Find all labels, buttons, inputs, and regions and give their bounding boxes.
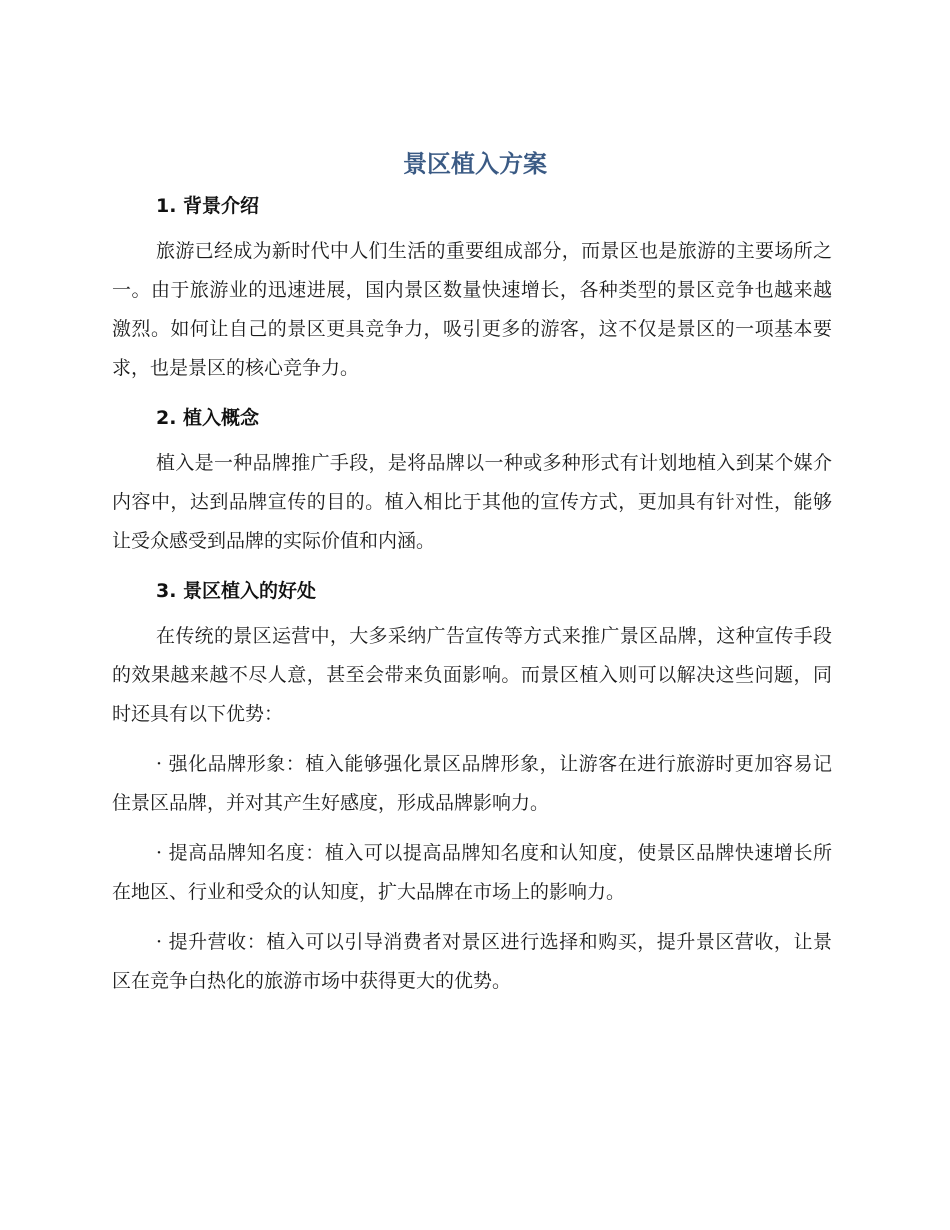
bullet-paragraph: · 强化品牌形象：植入能够强化景区品牌形象，让游客在进行旅游时更加容易记住景区品牌，并对其产生好感度，形成品牌影响力。 (112, 753, 832, 814)
section-heading: 2. 植入概念 (156, 407, 260, 429)
bullet-paragraph: · 提升营收：植入可以引导消费者对景区进行选择和购买，提升景区营收，让景区在竞争白热化的旅游市场中获得更大的优势。 (112, 931, 832, 992)
section-heading: 3. 景区植入的好处 (156, 580, 317, 602)
document-title: 景区植入方案 (403, 150, 547, 178)
paragraph: 在传统的景区运营中，大多采纳广告宣传等方式来推广景区品牌，这种宣传手段的效果越来越不尽人意，甚至会带来负面影响。而景区植入则可以解决这些问题，同时还具有以下优势： (112, 625, 832, 725)
section-concept (112, 400, 832, 561)
paragraph: 旅游已经成为新时代中人们生活的重要组成部分，而景区也是旅游的主要场所之一。由于旅游业的迅速进展，国内景区数量快速增长，各种类型的景区竞争也越来越激烈。如何让自己的景区更具竞争力，吸引更多的游客，这不仅是景区的一项基本要求，也是景区的核心竞争力。 (112, 240, 832, 379)
bullet-paragraph: · 提高品牌知名度：植入可以提高品牌知名度和认知度，使景区品牌快速增长所在地区、行业和受众的认知度，扩大品牌在市场上的影响力。 (112, 842, 832, 903)
section-heading: 1. 背景介绍 (156, 195, 260, 217)
paragraph: 植入是一种品牌推广手段，是将品牌以一种或多种形式有计划地植入到某个媒介内容中，达到品牌宣传的目的。植入相比于其他的宣传方式，更加具有针对性，能够让受众感受到品牌的实际价值和内涵。 (112, 452, 832, 552)
section-benefits (112, 573, 832, 1001)
section-background (112, 188, 832, 388)
document-body (112, 188, 832, 1001)
